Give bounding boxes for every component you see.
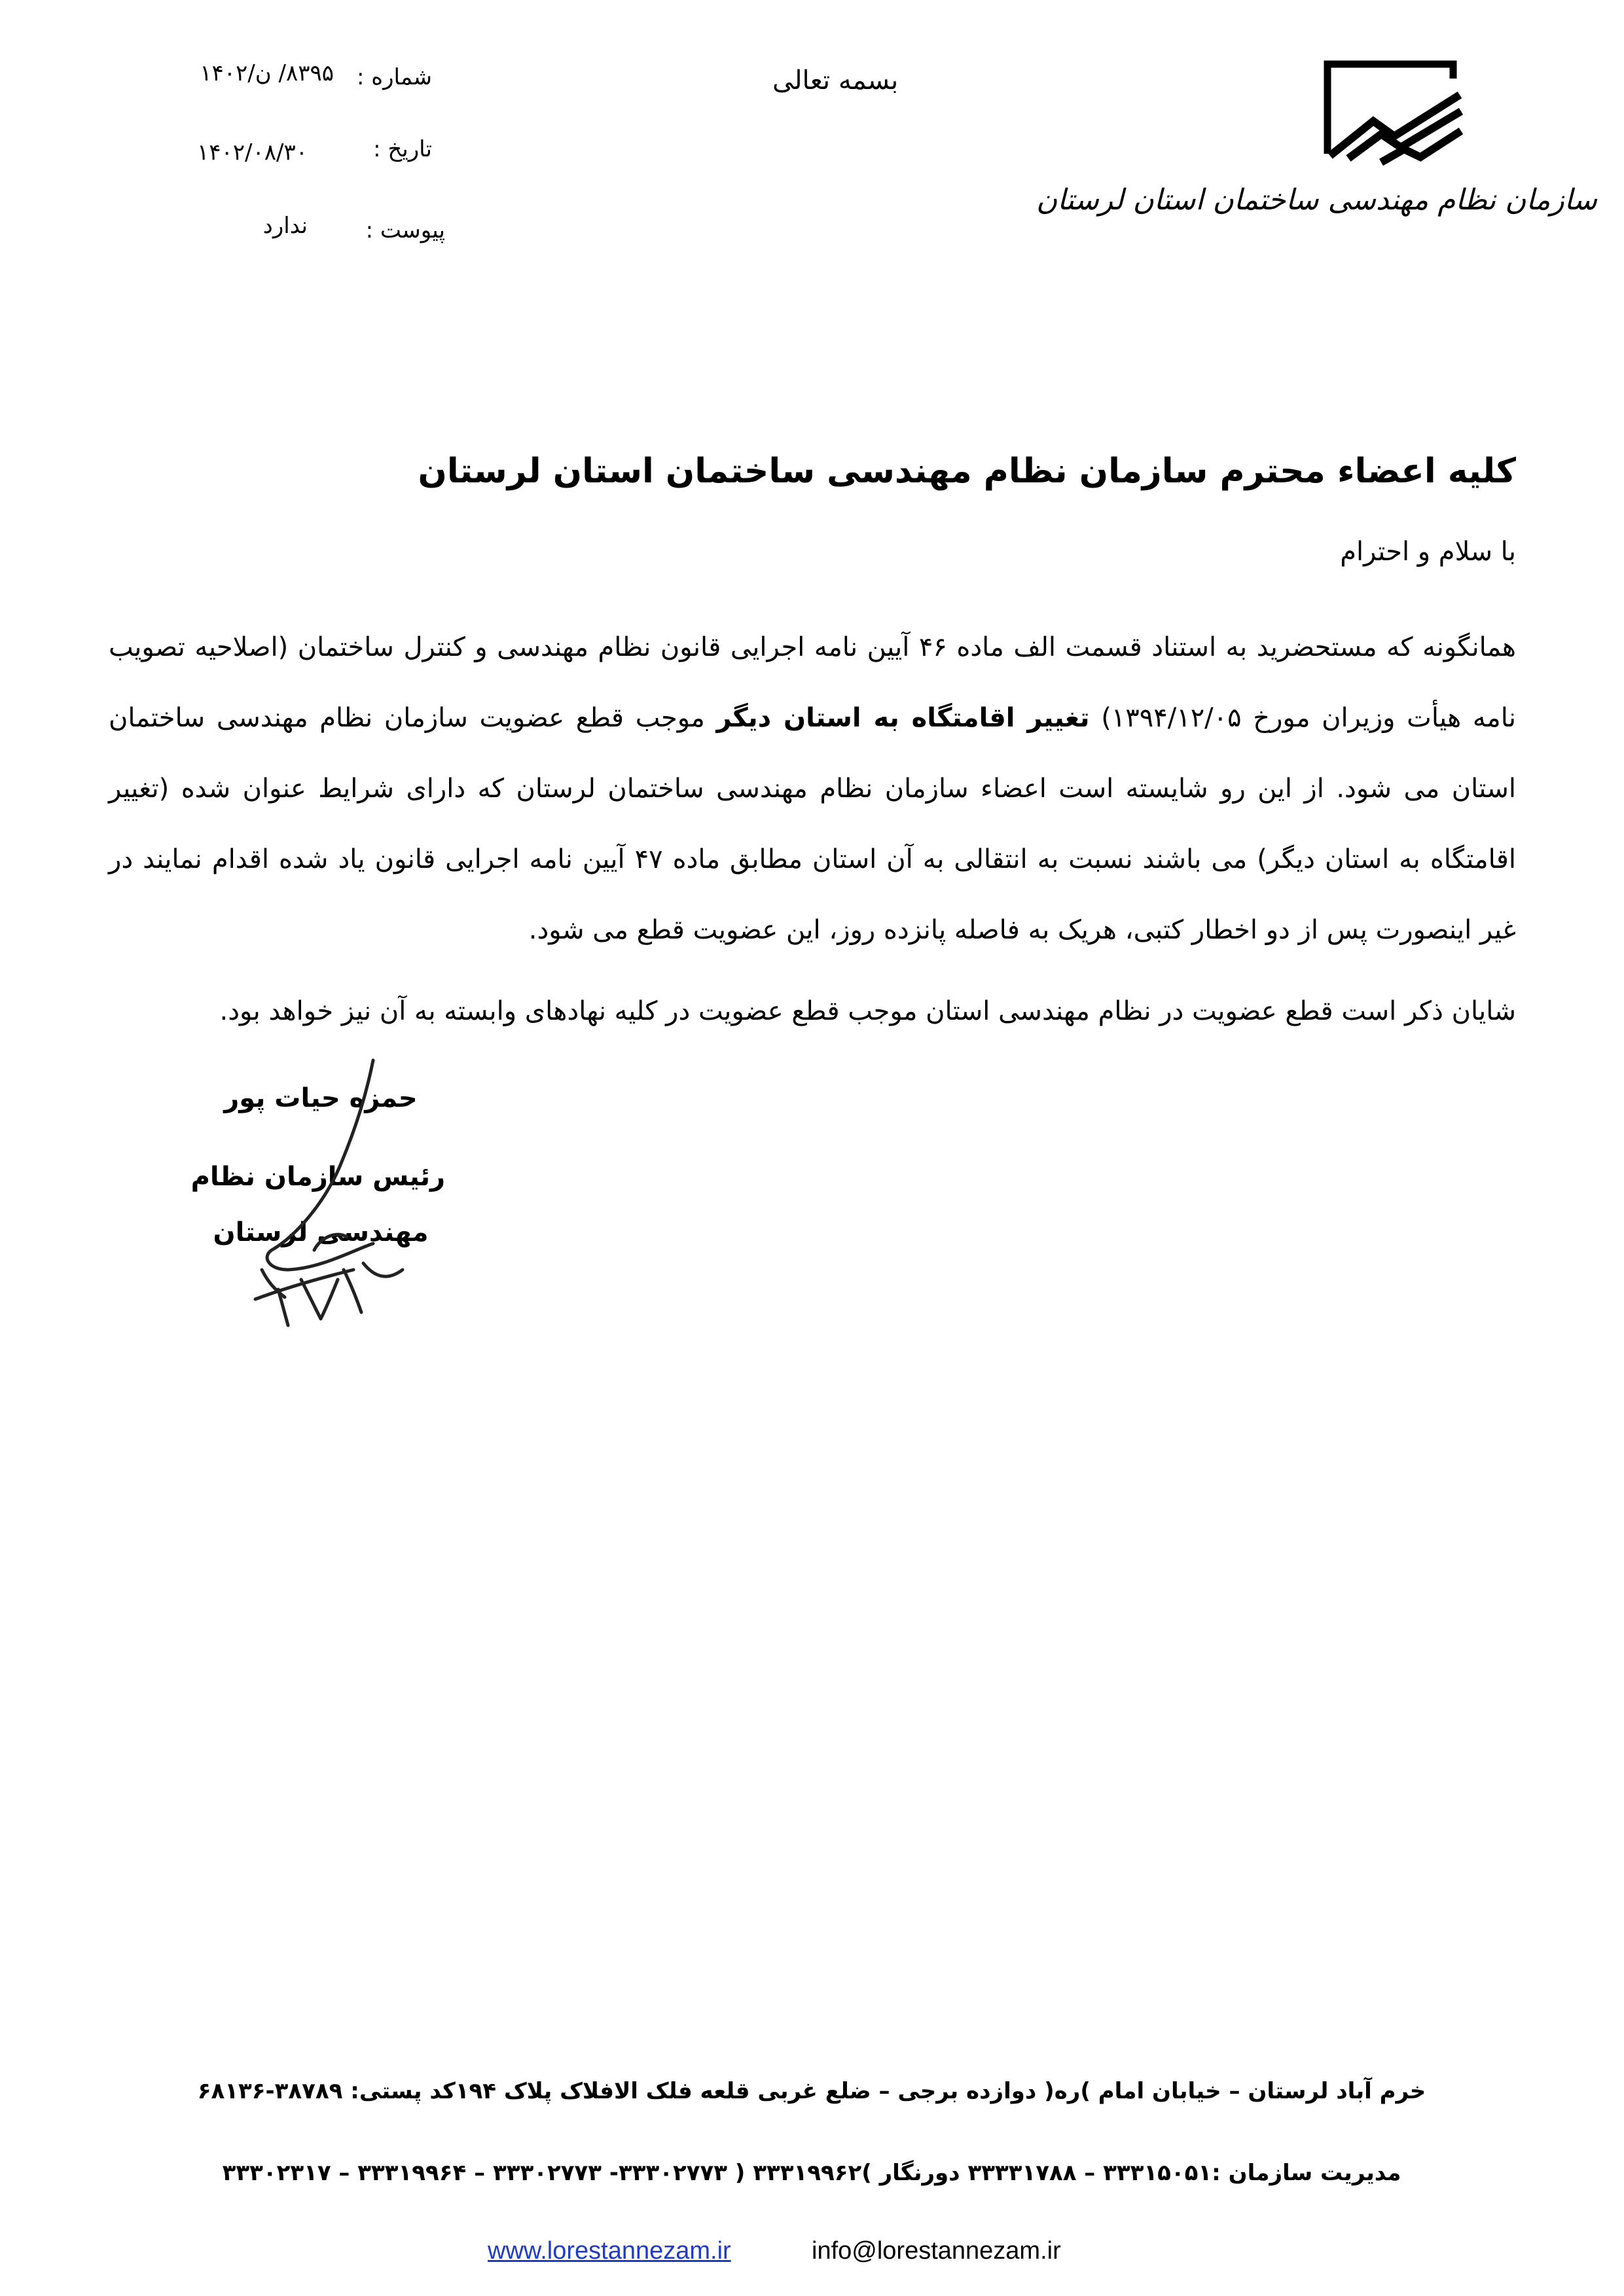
letter-second-paragraph: شایان ذکر است قطع عضویت در نظام مهندسی استان موجب قطع عضویت در کلیه نهادهای وابسته به آن نیز خواهد بود.	[219, 996, 1516, 1026]
main-paragraph-bold-phrase: تغییر اقامتگاه به استان دیگر	[716, 703, 1090, 733]
handwritten-signature	[216, 1054, 425, 1335]
footer-email: info@lorestannezam.ir	[812, 2237, 1061, 2265]
attachment-label: پیوست :	[365, 217, 445, 243]
signer-name: حمزه حیات پور	[224, 1083, 418, 1113]
main-paragraph-part-1: همانگونه که مستحضرید به استناد قسمت الف ماده ۴۶ آیین نامه اجرایی قانون نظام مهندسی و کنترل ساختمان (اصلاحیه تصویب نامه هیأت وزیران مورخ ۱۳۹۴/۱۲/۰۵)	[109, 632, 1517, 733]
basmala: بسمه تعالی	[772, 65, 899, 96]
letter-recipient: کلیه اعضاء محترم سازمان نظام مهندسی ساختمان استان لرستان	[418, 452, 1516, 491]
attachment-value: ندارد	[262, 213, 308, 239]
letter-date-label: تاریخ :	[373, 136, 432, 162]
letter-main-paragraph	[109, 612, 1516, 965]
letter-number-value: ۸۳۹۵/ ن/۱۴۰۲	[200, 60, 334, 86]
letter-greeting: با سلام و احترام	[1340, 537, 1516, 567]
footer-website-link[interactable]: www.lorestannezam.ir	[488, 2237, 731, 2265]
signer-title-line2: مهندسی لرستان	[213, 1217, 429, 1247]
footer-address: خرم آباد لرستان – خیابان امام )ره( دوازده برجی – ضلع غربی قلعه فلک الافلاک پلاک ۱۹۴کد پستی: ۳۸۷۸۹-۶۸۱۳۶	[197, 2078, 1426, 2104]
signer-title-line1: رئیس سازمان نظام	[190, 1162, 445, 1192]
main-paragraph-part-2: موجب قطع عضویت سازمان نظام مهندسی ساختمان استان می شود. از این رو شایسته است اعضاء سازمان نظام مهندسی ساختمان لرستان که دارای شرایط عنوان شده (تغییر اقامتگاه به استان دیگر) می باشند نسبت به انتقالی به آن استان مطابق ماده ۴۷ آیین نامه اجرایی قانون یاد شده اقدام نمایند در غیر اینصورت پس از دو اخطار کتبی، هریک به فاصله پانزده روز، این عضویت قطع می شود.	[109, 703, 1516, 945]
organization-logo	[1036, 52, 1597, 249]
footer-phone-numbers: مدیریت سازمان :۳۳۳۱۵۰۵۱ – ۳۳۳۳۱۷۸۸ دورنگار )۳۳۳۱۹۹۶۲ ( ۳۳۳۰۲۷۷۳- ۳۳۳۰۲۷۷۳ – ۳۳۳۱۹۹۶۴ – ۳۳۳۰۲۳۱۷	[222, 2160, 1401, 2186]
letter-date-value: ۱۴۰۲/۰۸/۳۰	[196, 139, 308, 166]
letter-number-label: شماره :	[357, 64, 432, 90]
building-roofs-logo-icon	[1322, 59, 1466, 170]
organization-name-logo-text: سازمان نظام مهندسی ساختمان استان لرستان	[1036, 183, 1597, 217]
